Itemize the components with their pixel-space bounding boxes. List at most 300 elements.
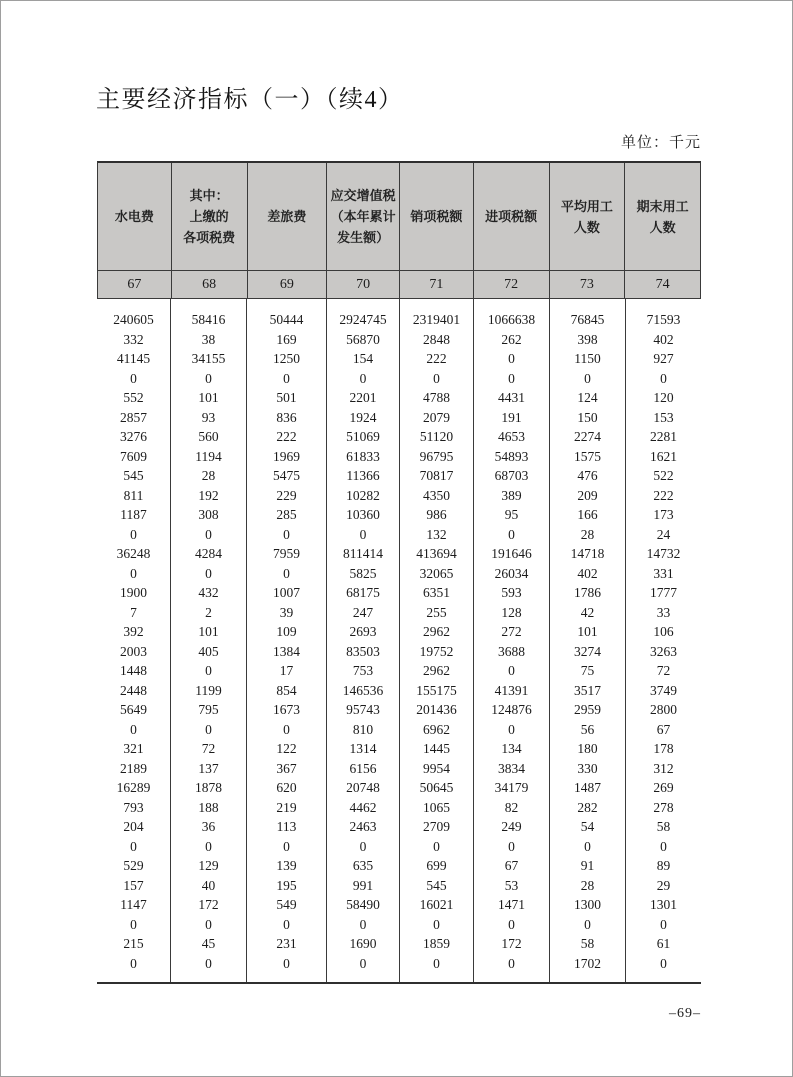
table-cell: 32065 xyxy=(419,565,454,581)
column-number: 68 xyxy=(172,271,248,299)
data-column xyxy=(400,299,474,982)
table-cell: 50645 xyxy=(419,780,454,795)
data-column xyxy=(626,299,701,982)
table-cell: 209 xyxy=(577,487,598,503)
table-cell: 1199 xyxy=(195,682,222,698)
table-cell: 61 xyxy=(656,936,671,951)
table-cell: 68175 xyxy=(346,585,380,600)
table-body xyxy=(97,299,701,984)
table-cell: 68703 xyxy=(494,468,529,483)
table-cell: 70817 xyxy=(419,468,454,483)
column-number: 71 xyxy=(400,271,474,299)
table-cell: 3834 xyxy=(498,760,525,776)
table-cell: 51069 xyxy=(346,429,380,444)
table-cell: 699 xyxy=(426,858,447,873)
table-cell: 0 xyxy=(283,916,290,932)
column-header-line: 发生额） xyxy=(337,230,390,245)
table-cell: 0 xyxy=(584,370,591,386)
table-cell: 101 xyxy=(198,390,219,405)
table-cell: 2924745 xyxy=(339,312,387,327)
column-header-line: 人数 xyxy=(573,219,600,235)
table-cell: 0 xyxy=(660,916,667,932)
table-cell: 3263 xyxy=(650,643,677,659)
table-cell: 124876 xyxy=(491,702,532,717)
table-cell: 56870 xyxy=(346,331,380,347)
data-column xyxy=(474,299,550,982)
table-cell: 0 xyxy=(283,721,290,737)
table-cell: 154 xyxy=(352,351,374,366)
table-cell: 398 xyxy=(577,331,598,347)
table-cell: 56 xyxy=(580,721,595,737)
table-cell: 1878 xyxy=(195,780,222,795)
table-cell: 7959 xyxy=(273,546,300,561)
table-cell: 2463 xyxy=(349,819,377,834)
table-cell: 166 xyxy=(577,507,598,522)
table-cell: 2003 xyxy=(120,643,147,659)
table-cell: 45 xyxy=(201,936,216,951)
table-cell: 36248 xyxy=(116,546,151,561)
table-cell: 75 xyxy=(580,663,595,678)
column-header-line: 其中： xyxy=(189,188,229,203)
table-cell: 4788 xyxy=(423,390,450,405)
column-header xyxy=(98,163,172,270)
table-cell: 106 xyxy=(653,624,674,639)
table-cell: 7 xyxy=(130,604,137,620)
table-cell: 191 xyxy=(501,409,522,425)
table-cell: 83503 xyxy=(346,643,380,659)
table-cell: 0 xyxy=(433,838,440,854)
table-cell: 132 xyxy=(426,526,447,542)
table-cell: 0 xyxy=(130,526,137,542)
table-cell: 222 xyxy=(276,429,297,444)
table-cell: 34155 xyxy=(191,351,226,366)
table-cell: 2448 xyxy=(120,682,147,698)
column-number: 72 xyxy=(474,271,550,299)
column-header-line: 上缴的 xyxy=(189,209,229,224)
table-cell: 54893 xyxy=(494,448,529,464)
table-cell: 560 xyxy=(198,429,219,444)
column-number: 74 xyxy=(655,277,670,292)
table-cell: 72 xyxy=(201,741,216,756)
table-cell: 1147 xyxy=(120,897,147,912)
table-cell: 1924 xyxy=(349,409,377,425)
table-cell: 124 xyxy=(577,390,598,405)
table-cell: 10282 xyxy=(346,487,380,503)
table-cell: 854 xyxy=(276,682,297,698)
table-cell: 188 xyxy=(198,799,219,815)
data-column xyxy=(97,299,171,982)
table-cell: 3517 xyxy=(574,682,601,698)
table-cell: 150 xyxy=(577,409,598,425)
table-cell: 249 xyxy=(501,819,522,834)
data-column xyxy=(550,299,626,982)
page-number: –69– xyxy=(669,1006,701,1021)
column-header-line: 应交增值税 xyxy=(330,188,396,203)
table-cell: 240605 xyxy=(113,312,154,327)
table-cell: 2962 xyxy=(423,624,450,639)
column-number: 67 xyxy=(98,271,172,299)
table-cell: 0 xyxy=(508,663,515,678)
table-cell: 986 xyxy=(426,507,447,522)
table-cell: 38 xyxy=(201,331,216,347)
table-cell: 0 xyxy=(584,916,591,932)
table-cell: 0 xyxy=(205,955,212,971)
table-cell: 14718 xyxy=(570,546,605,561)
table-cell: 753 xyxy=(352,663,374,678)
table-cell: 2693 xyxy=(349,624,377,639)
table-cell: 61833 xyxy=(346,448,380,464)
table-cell: 1575 xyxy=(574,448,601,464)
table-cell: 192 xyxy=(198,487,219,503)
table-cell: 1777 xyxy=(650,585,677,600)
table-cell: 58416 xyxy=(191,312,226,327)
table-cell: 269 xyxy=(653,780,674,795)
table-cell: 0 xyxy=(508,955,515,971)
table-cell: 0 xyxy=(130,955,137,971)
table-cell: 1448 xyxy=(120,663,147,678)
table-cell: 0 xyxy=(508,721,515,737)
column-header-line: 销项税额 xyxy=(410,209,463,224)
column-number: 69 xyxy=(248,271,328,299)
table-cell: 0 xyxy=(205,721,212,737)
table-cell: 4462 xyxy=(349,799,377,815)
table-cell: 5649 xyxy=(120,702,147,717)
column-header-line: 人数 xyxy=(649,219,676,235)
table-cell: 231 xyxy=(276,936,297,951)
table-cell: 1690 xyxy=(349,936,377,951)
table-cell: 34179 xyxy=(494,780,529,795)
table-cell: 2319401 xyxy=(412,312,461,327)
table-cell: 3276 xyxy=(120,429,147,444)
table-cell: 330 xyxy=(577,760,598,776)
column-header-line: （本年累计 xyxy=(330,209,396,224)
table-cell: 16021 xyxy=(419,897,454,912)
column-header xyxy=(327,163,400,270)
table-cell: 2079 xyxy=(423,409,450,425)
column-header xyxy=(172,163,248,270)
table-cell: 109 xyxy=(276,624,297,639)
table-cell: 2962 xyxy=(423,663,450,678)
table-cell: 367 xyxy=(276,760,297,776)
table-cell: 529 xyxy=(123,858,144,873)
table-cell: 262 xyxy=(501,331,522,347)
table-cell: 5825 xyxy=(349,565,377,581)
table-cell: 247 xyxy=(352,604,374,620)
table-cell: 836 xyxy=(276,409,297,425)
table-cell: 432 xyxy=(198,585,219,600)
table-cell: 28 xyxy=(580,526,595,542)
table-cell: 2959 xyxy=(574,702,601,717)
column-number: 70 xyxy=(327,271,400,299)
table-cell: 282 xyxy=(577,799,598,815)
table-cell: 67 xyxy=(504,858,519,873)
table-cell: 2281 xyxy=(650,429,677,444)
table-cell: 11366 xyxy=(346,468,380,483)
table-cell: 1150 xyxy=(574,351,601,366)
table-cell: 229 xyxy=(276,487,297,503)
table-cell: 53 xyxy=(504,877,519,893)
table-cell: 1007 xyxy=(273,585,300,600)
table-cell: 76845 xyxy=(570,312,605,327)
table-cell: 28 xyxy=(201,468,216,483)
table-cell: 0 xyxy=(130,565,137,581)
table-cell: 72 xyxy=(656,663,671,678)
table-cell: 20748 xyxy=(346,780,380,795)
table-cell: 58 xyxy=(656,819,671,834)
table-cell: 389 xyxy=(501,487,522,503)
table-cell: 26034 xyxy=(494,565,529,581)
table-cell: 122 xyxy=(276,741,297,756)
table-cell: 128 xyxy=(501,604,522,620)
table-cell: 113 xyxy=(276,819,297,834)
data-column xyxy=(247,299,327,982)
table-cell: 7609 xyxy=(120,448,147,464)
table-cell: 2857 xyxy=(120,409,147,425)
table-cell: 0 xyxy=(283,838,290,854)
table-cell: 0 xyxy=(205,663,212,678)
table-cell: 39 xyxy=(279,604,294,620)
table-cell: 5475 xyxy=(273,468,300,483)
table-cell: 2848 xyxy=(423,331,450,347)
table-cell: 0 xyxy=(508,370,515,386)
table-cell: 1859 xyxy=(423,936,450,951)
table-cell: 811414 xyxy=(343,546,383,561)
table-cell: 33 xyxy=(656,604,671,620)
column-number-row xyxy=(97,271,701,299)
table-cell: 0 xyxy=(660,838,667,854)
table-cell: 41391 xyxy=(494,682,529,698)
table-cell: 0 xyxy=(660,370,667,386)
unit-label: 单位：千元 xyxy=(620,135,701,151)
table-cell: 392 xyxy=(123,624,144,639)
table-cell: 0 xyxy=(205,370,212,386)
table-cell: 3688 xyxy=(498,643,525,659)
table-cell: 93 xyxy=(201,409,216,425)
table-cell: 810 xyxy=(352,721,374,737)
table-cell: 6962 xyxy=(423,721,450,737)
table-cell: 1187 xyxy=(120,507,147,522)
table-cell: 0 xyxy=(433,916,440,932)
table-cell: 0 xyxy=(283,370,290,386)
column-header-line: 期末用工 xyxy=(636,198,689,214)
table-cell: 0 xyxy=(205,526,212,542)
column-header-line: 差旅费 xyxy=(267,209,307,224)
table-cell: 2201 xyxy=(349,390,377,405)
table-cell: 155175 xyxy=(416,682,457,698)
table-cell: 2189 xyxy=(120,760,147,776)
table-cell: 191646 xyxy=(491,546,532,561)
table-cell: 0 xyxy=(359,526,367,542)
table-header-row xyxy=(97,161,701,271)
table-cell: 1300 xyxy=(574,897,601,912)
table-cell: 6156 xyxy=(349,760,377,776)
data-column xyxy=(171,299,247,982)
table-cell: 991 xyxy=(352,877,374,893)
table-cell: 219 xyxy=(276,799,297,815)
table-cell: 1250 xyxy=(273,351,300,366)
table-cell: 1066638 xyxy=(487,312,536,327)
table-cell: 180 xyxy=(577,741,598,756)
table-cell: 0 xyxy=(130,916,137,932)
table-cell: 14732 xyxy=(646,546,681,561)
table-cell: 0 xyxy=(508,351,515,366)
table-cell: 0 xyxy=(433,370,440,386)
table-cell: 0 xyxy=(433,955,440,971)
table-cell: 1194 xyxy=(195,448,222,464)
table-cell: 1900 xyxy=(120,585,147,600)
table-cell: 549 xyxy=(276,897,297,912)
table-cell: 10360 xyxy=(346,507,380,522)
table-cell: 67 xyxy=(656,721,671,737)
table-cell: 0 xyxy=(283,526,290,542)
table-cell: 2 xyxy=(205,604,212,620)
table-cell: 19752 xyxy=(419,643,454,659)
table-cell: 501 xyxy=(276,390,297,405)
table-cell: 522 xyxy=(653,468,674,483)
table-cell: 4284 xyxy=(195,546,222,561)
table-cell: 1471 xyxy=(498,897,525,912)
table-cell: 0 xyxy=(508,916,515,932)
table-cell: 201436 xyxy=(416,702,457,717)
table-cell: 0 xyxy=(359,370,367,386)
table-cell: 4350 xyxy=(423,487,450,503)
table-cell: 172 xyxy=(198,897,219,912)
table-cell: 1673 xyxy=(273,702,300,717)
table-cell: 0 xyxy=(283,955,290,971)
table-cell: 620 xyxy=(276,780,297,795)
table-cell: 405 xyxy=(198,643,219,659)
table-cell: 795 xyxy=(198,702,219,717)
table-cell: 58 xyxy=(580,936,595,951)
data-column xyxy=(327,299,400,982)
table-cell: 101 xyxy=(577,624,598,639)
table-cell: 0 xyxy=(660,955,667,971)
column-number: 73 xyxy=(550,271,626,299)
table-cell: 17 xyxy=(279,663,294,678)
table-cell: 285 xyxy=(276,507,297,522)
table-cell: 927 xyxy=(653,351,674,366)
table-cell: 9954 xyxy=(423,760,450,776)
table-cell: 178 xyxy=(653,741,674,756)
table-cell: 222 xyxy=(653,487,674,503)
table-cell: 413694 xyxy=(416,546,457,561)
table-cell: 204 xyxy=(123,819,144,834)
table-cell: 215 xyxy=(123,936,144,951)
table-cell: 312 xyxy=(653,760,674,776)
table-cell: 793 xyxy=(123,799,144,815)
table-cell: 0 xyxy=(359,955,367,971)
column-header xyxy=(400,163,474,270)
table-cell: 1065 xyxy=(423,799,450,815)
table-cell: 552 xyxy=(123,390,144,405)
table-cell: 2274 xyxy=(574,429,601,444)
table-cell: 96795 xyxy=(419,448,454,464)
table-cell: 1314 xyxy=(349,741,377,756)
table-cell: 1702 xyxy=(574,955,601,971)
page-title: 主要经济指标（一）（续4） xyxy=(96,87,404,113)
table-cell: 120 xyxy=(653,390,674,405)
table-cell: 2800 xyxy=(650,702,677,717)
column-header xyxy=(550,163,626,270)
table-cell: 29 xyxy=(656,877,671,893)
table-cell: 308 xyxy=(198,507,219,522)
table-cell: 153 xyxy=(653,409,674,425)
table-cell: 1786 xyxy=(574,585,601,600)
table-cell: 51120 xyxy=(419,429,454,444)
column-header xyxy=(625,163,700,270)
table-cell: 0 xyxy=(205,838,212,854)
table-cell: 1621 xyxy=(650,448,677,464)
table-cell: 331 xyxy=(653,565,674,581)
table-cell: 1969 xyxy=(273,448,300,464)
table-cell: 222 xyxy=(426,351,447,366)
table-cell: 42 xyxy=(580,604,595,620)
table-cell: 255 xyxy=(426,604,447,620)
table-cell: 36 xyxy=(201,819,216,834)
table-cell: 402 xyxy=(577,565,598,581)
table-cell: 169 xyxy=(276,331,297,347)
table-cell: 101 xyxy=(198,624,219,639)
table-cell: 89 xyxy=(656,858,671,873)
table-cell: 173 xyxy=(653,507,674,522)
table-cell: 0 xyxy=(359,916,367,932)
table-cell: 157 xyxy=(123,877,144,893)
table-cell: 635 xyxy=(352,858,374,873)
column-header-line: 平均用工 xyxy=(560,198,613,214)
table-cell: 0 xyxy=(584,838,591,854)
table-cell: 137 xyxy=(198,760,219,776)
table-cell: 476 xyxy=(577,468,598,483)
table-cell: 1301 xyxy=(650,897,677,912)
table-cell: 139 xyxy=(276,858,297,873)
table-cell: 272 xyxy=(501,624,522,639)
column-header-line: 进项税额 xyxy=(485,209,538,224)
table-cell: 195 xyxy=(276,877,297,893)
table-cell: 0 xyxy=(130,838,137,854)
table-cell: 58490 xyxy=(346,897,380,912)
table-cell: 4653 xyxy=(498,429,525,444)
table-cell: 6351 xyxy=(423,585,450,600)
column-header-line: 各项税费 xyxy=(183,230,236,245)
table-cell: 28 xyxy=(580,877,595,893)
column-header xyxy=(474,163,550,270)
table-cell: 0 xyxy=(508,526,515,542)
table-cell: 4431 xyxy=(498,390,525,405)
table-cell: 402 xyxy=(653,331,674,347)
table-cell: 278 xyxy=(653,799,674,815)
table-cell: 54 xyxy=(580,819,595,834)
table-cell: 811 xyxy=(123,487,144,503)
table-cell: 82 xyxy=(504,799,519,815)
table-cell: 40 xyxy=(201,877,216,893)
table-cell: 0 xyxy=(205,565,212,581)
table-cell: 0 xyxy=(359,838,367,854)
table-cell: 1487 xyxy=(574,780,601,795)
table-cell: 91 xyxy=(580,858,595,873)
table-cell: 71593 xyxy=(646,312,681,327)
table-cell: 24 xyxy=(656,526,671,542)
table-cell: 2709 xyxy=(423,819,450,834)
table-cell: 146536 xyxy=(342,682,384,698)
table-cell: 3274 xyxy=(574,643,601,659)
table-cell: 1384 xyxy=(273,643,300,659)
table-cell: 95743 xyxy=(346,702,380,717)
table-cell: 0 xyxy=(283,565,290,581)
table-cell: 0 xyxy=(130,721,137,737)
table-cell: 332 xyxy=(123,331,144,347)
table-cell: 0 xyxy=(205,916,212,932)
table-cell: 172 xyxy=(501,936,522,951)
